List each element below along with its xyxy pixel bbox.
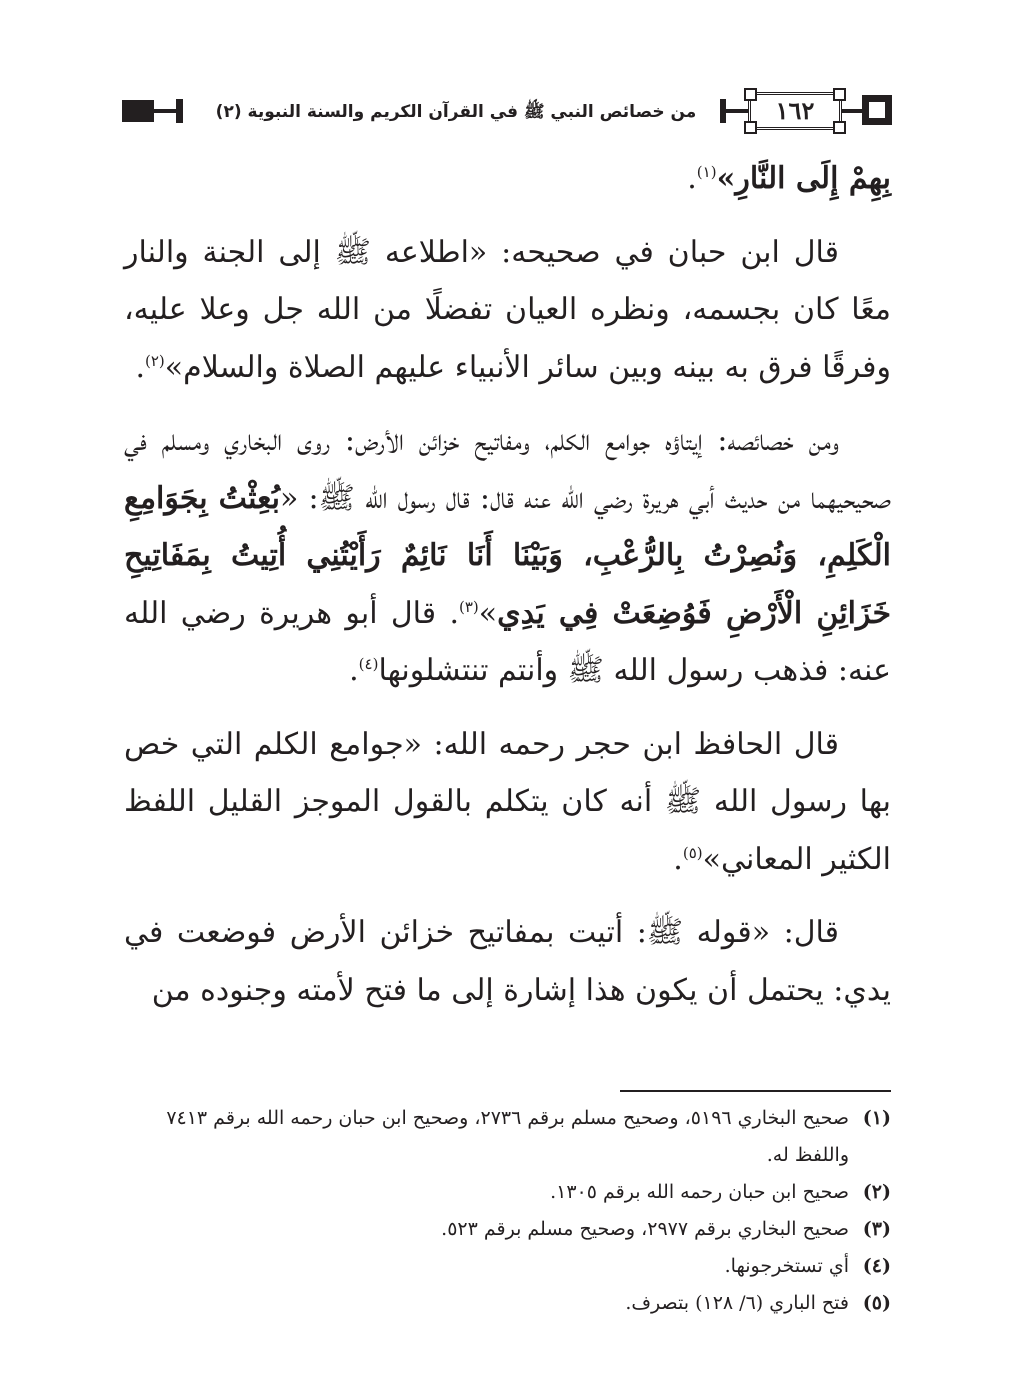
punctuation: . bbox=[349, 653, 359, 688]
main-text bbox=[124, 150, 891, 1019]
footnote bbox=[124, 1174, 891, 1211]
hadith-text: بُعِثْتُ بِجَوَامِعِ الْكَلِمِ، وَنُصِرْتُ بِالرُّعْبِ، وَبَيْنَا أَنَا نَائِمٌ رَأَيْتُنِي أُتِيتُ بِمَفَاتِيحِ خَزَائِنِ الْأَرْضِ فَوُضِعَتْ فِي يَدِي bbox=[124, 480, 891, 631]
footnote bbox=[124, 1100, 891, 1174]
paragraph bbox=[124, 224, 891, 397]
footnote-reference: (٥) bbox=[682, 843, 703, 862]
footnote-number: (٥) bbox=[862, 1292, 891, 1314]
running-header bbox=[122, 86, 892, 142]
header-ornament-line bbox=[842, 109, 862, 113]
footnote bbox=[124, 1211, 891, 1248]
page-number: ١٦٢ bbox=[775, 96, 815, 125]
header-ornament-line bbox=[726, 109, 748, 113]
punctuation: . bbox=[673, 841, 683, 877]
frame-corner-ornament bbox=[744, 121, 757, 134]
hadith-text: بِهِمْ إِلَى النَّارِ» bbox=[716, 161, 891, 196]
footnote-reference: (٢) bbox=[144, 351, 165, 370]
footnote-reference: (١) bbox=[696, 163, 717, 181]
footnote-reference: (٣) bbox=[459, 597, 479, 616]
header-ornament-bar bbox=[176, 99, 183, 123]
paragraph-text: . قال أبو هريرة رضي الله عنه: فذهب رسول الله ﷺ وأنتم تنتشلونها bbox=[124, 595, 891, 688]
paragraph-text: قال الحافظ ابن حجر رحمه الله: «جوامع الكلم التي خص بها رسول الله ﷺ أنه كان يتكلم بالقول الموجز القليل اللفظ الكثير المعاني» bbox=[124, 726, 891, 877]
frame-corner-ornament bbox=[744, 88, 757, 101]
footnote-text: أي تستخرجونها. bbox=[724, 1255, 849, 1277]
book-title: من خصائص النبي ﷺ في القرآن الكريم والسنة النبوية (٢) bbox=[215, 102, 697, 122]
paragraph-text: قال: «قوله ﷺ: أتيت بمفاتيح خزائن الأرض فوضعت في يدي: يحتمل أن يكون هذا إشارة إلى ما فتح لأمته وجنوده من bbox=[124, 915, 891, 1008]
paragraph-text: ومن خصائصه: إيتاؤه جوامع الكلم، ومفاتيح خزائن الأرض: روى البخاري ومسلم في صحيحيهما من حديث أبي هريرة رضي الله عنه قال: قال رسول الله ﷺ: « bbox=[124, 423, 891, 516]
header-ornament-square bbox=[862, 95, 892, 125]
frame-corner-ornament bbox=[833, 121, 846, 134]
paragraph bbox=[124, 412, 891, 700]
footnote-text: صحيح البخاري برقم ٢٩٧٧، وصحيح مسلم برقم ٥٢٣. bbox=[441, 1218, 849, 1240]
paragraph bbox=[124, 716, 891, 889]
footnote-separator bbox=[620, 1090, 891, 1092]
footnote-text: صحيح البخاري ٥١٩٦، وصحيح مسلم برقم ٢٧٣٦، وصحيح ابن حبان رحمه الله برقم ٧٤١٣ واللفظ له. bbox=[166, 1107, 849, 1166]
footnote-number: (٤) bbox=[862, 1255, 891, 1277]
paragraph bbox=[124, 904, 891, 1019]
punctuation: . bbox=[687, 161, 697, 196]
paragraph-text: قال ابن حبان في صحيحه: «اطلاعه ﷺ إلى الجنة والنار معًا كان بجسمه، ونظره العيان تفضلًا من الله جل وعلا عليه، وفرقًا فرق به بينه وبين سائر الأنبياء عليهم الصلاة والسلام» bbox=[124, 234, 891, 385]
footnote-number: (٢) bbox=[862, 1181, 891, 1203]
footnote-number: (١) bbox=[862, 1107, 891, 1129]
footnotes bbox=[124, 1100, 891, 1322]
header-ornament-line bbox=[154, 109, 176, 113]
page-number-frame bbox=[748, 92, 842, 130]
frame-corner-ornament bbox=[833, 88, 846, 101]
footnote-text: فتح الباري (٦/ ١٢٨) بتصرف. bbox=[625, 1292, 849, 1314]
quote-close: » bbox=[478, 595, 498, 631]
footnote-reference: (٤) bbox=[358, 655, 379, 673]
footnote bbox=[124, 1285, 891, 1322]
footnote-text: صحيح ابن حبان رحمه الله برقم ١٣٠٥. bbox=[550, 1181, 849, 1203]
footnote-number: (٣) bbox=[862, 1218, 891, 1240]
paragraph bbox=[124, 150, 891, 208]
punctuation: . bbox=[135, 349, 145, 385]
footnote bbox=[124, 1248, 891, 1285]
header-ornament-block bbox=[122, 100, 154, 122]
